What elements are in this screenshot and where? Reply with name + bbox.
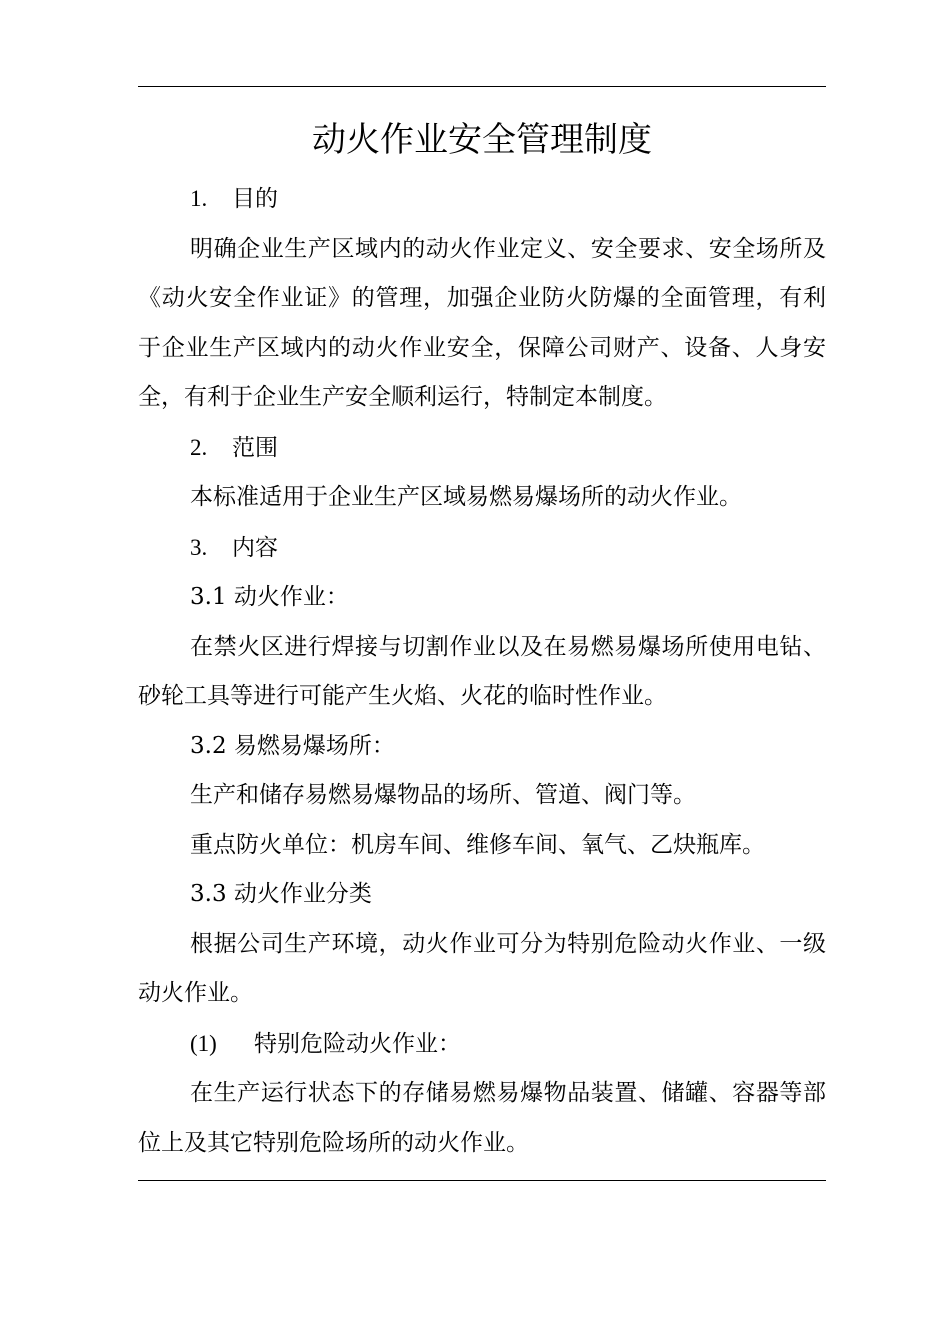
section-number: 1.	[190, 186, 208, 211]
subsection-3-3-heading: 3.3 动火作业分类	[190, 881, 372, 907]
section-heading-scope	[138, 423, 826, 474]
section-number: 2.	[190, 434, 208, 460]
subsection-3-2-heading: 3.2 易燃易爆场所：	[190, 732, 395, 759]
scope-paragraph: 本标准适用于企业生产区域易燃易爆场所的动火作业。	[190, 484, 742, 510]
section-label: 目的	[232, 186, 278, 212]
list-item-1-paragraph: 在生产运行状态下的存储易燃易爆物品装置、储罐、容器等部位上及其它特别危险场所的动火作业。	[138, 1080, 826, 1156]
list-item-1-heading	[138, 1019, 826, 1070]
list-item-number: (1)	[190, 1030, 217, 1056]
section-number: 3.	[190, 534, 208, 560]
header-rule	[138, 86, 826, 87]
subsection-3-1-heading: 3.1 动火作业：	[190, 584, 349, 610]
footer-rule	[138, 1180, 826, 1181]
section-heading-content	[138, 523, 826, 574]
document-title: 动火作业安全管理制度	[312, 120, 652, 160]
list-item-label: 特别危险动火作业：	[254, 1030, 461, 1057]
section-label: 范围	[232, 434, 278, 461]
section-label: 内容	[232, 534, 278, 561]
key-fire-units-paragraph: 重点防火单位：机房车间、维修车间、氧气、乙炔瓶库。	[190, 831, 765, 858]
subsection-3-1-paragraph: 在禁火区进行焊接与切割作业以及在易燃易爆场所使用电钻、砂轮工具等进行可能产生火焰、火花的临时性作业。	[138, 633, 826, 709]
purpose-paragraph: 明确企业生产区域内的动火作业定义、安全要求、安全场所及《动火安全作业证》的管理，加强企业防火防爆的全面管理，有利于企业生产区域内的动火作业安全，保障公司财产、设备、人身安全，有利于企业生产安全顺利运行，特制定本制度。	[138, 235, 826, 410]
document-body	[138, 112, 826, 1168]
section-heading-purpose	[138, 174, 826, 225]
subsection-3-2-paragraph: 生产和储存易燃易爆物品的场所、管道、阀门等。	[190, 782, 696, 808]
subsection-3-3-paragraph: 根据公司生产环境，动火作业可分为特别危险动火作业、一级动火作业。	[138, 930, 826, 1006]
